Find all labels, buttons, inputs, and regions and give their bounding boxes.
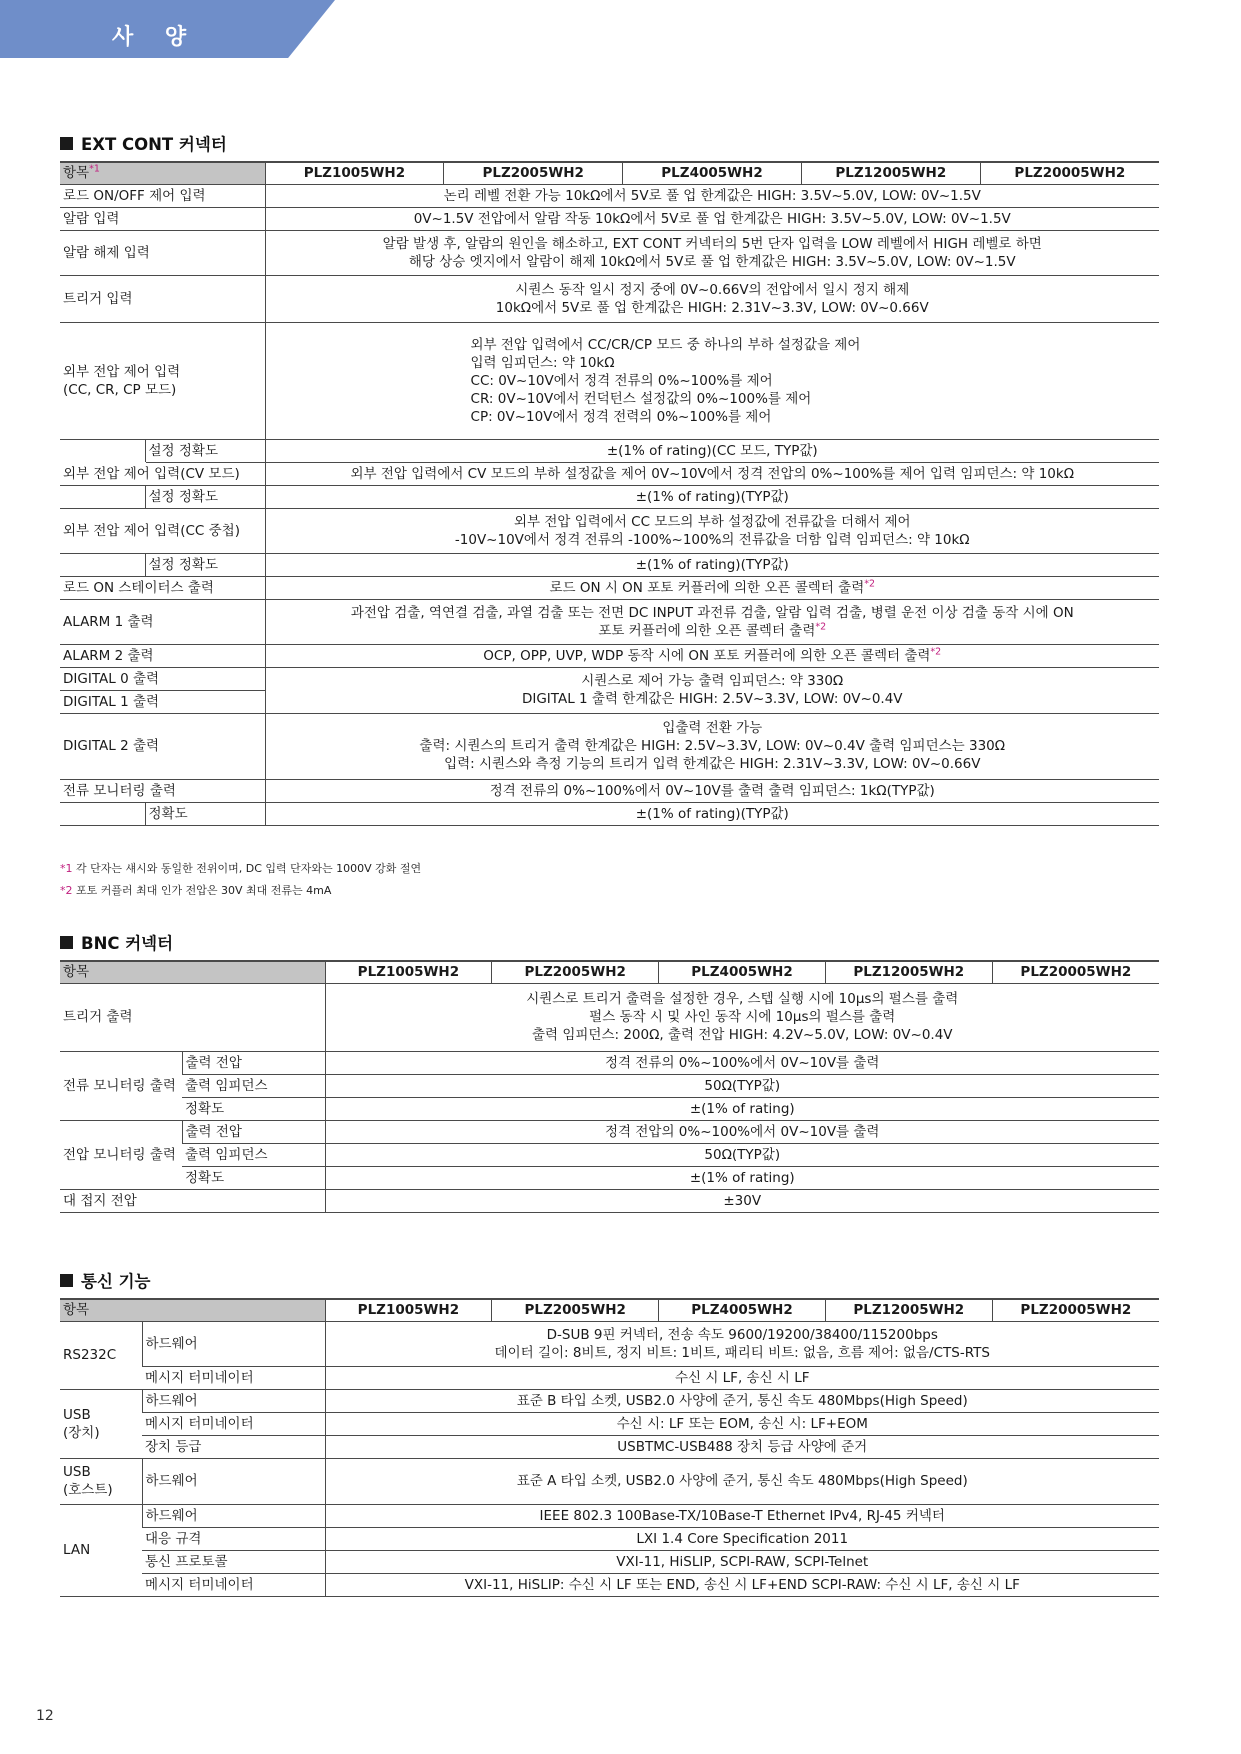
row-sublabel: 설정 정확도 [145, 485, 265, 508]
table-row [60, 1051, 1159, 1074]
row-sublabel: 메시지 터미네이터 [142, 1573, 325, 1596]
row-value: VXI-11, HiSLIP: 수신 시 LF 또는 END, 송신 시 LF+END SCPI-RAW: 수신 시 LF, 송신 시 LF [325, 1573, 1159, 1596]
row-sublabel: 출력 임피던스 [182, 1143, 325, 1166]
row-sublabel: 하드웨어 [142, 1389, 325, 1412]
table-row [60, 553, 1159, 576]
ext-cont-table [60, 161, 1159, 826]
section-tab-title: 사 양 [112, 25, 199, 50]
table-row [60, 1120, 1159, 1143]
bnc-table [60, 960, 1159, 1213]
row-sublabel: 출력 전압 [182, 1051, 325, 1074]
table-row [60, 508, 1159, 553]
model-header: PLZ4005WH2 [623, 162, 802, 184]
row-label: DIGITAL 2 출력 [60, 713, 265, 779]
row-sublabel: 출력 전압 [182, 1120, 325, 1143]
row-label-empty [60, 802, 145, 825]
table-row [60, 1189, 1159, 1212]
row-label: ALARM 1 출력 [60, 599, 265, 644]
table-row [60, 1074, 1159, 1097]
item-header: 항목 [60, 961, 325, 983]
row-label: DIGITAL 0 출력 [60, 667, 265, 690]
row-value: ±(1% of rating)(TYP값) [265, 485, 1159, 508]
footnotes [60, 858, 421, 902]
square-bullet-icon [60, 1274, 73, 1287]
row-value: ±30V [325, 1189, 1159, 1212]
footnote: *1 각 단자는 섀시와 동일한 전위이며, DC 입력 단자와는 1000V 강화 절연 [60, 862, 422, 875]
row-value: USBTMC-USB488 장치 등급 사양에 준거 [325, 1435, 1159, 1458]
model-header: PLZ12005WH2 [801, 162, 980, 184]
table-row [60, 667, 1159, 690]
row-label: 전압 모니터링 출력 [60, 1120, 182, 1189]
square-bullet-icon [60, 137, 73, 150]
row-value: 입출력 전환 가능 출력: 시퀀스의 트리거 출력 한계값은 HIGH: 2.5V~3.3V, LOW: 0V~0.4V 출력 임피던스는 330Ω 입력: 시퀀스와 측정 기능의 트리거 입력 한계값은 HIGH: 2.31V~3.3V, LOW: 0V~0.66V [265, 713, 1159, 779]
model-header: PLZ2005WH2 [444, 162, 623, 184]
row-sublabel: 하드웨어 [142, 1458, 325, 1504]
row-value: ±(1% of rating)(TYP값) [265, 553, 1159, 576]
model-header: PLZ12005WH2 [825, 1299, 992, 1321]
table-header-row [60, 162, 1159, 184]
table-row [60, 322, 1159, 439]
table-row [60, 1321, 1159, 1366]
table-row [60, 1412, 1159, 1435]
row-sublabel: 정확도 [182, 1166, 325, 1189]
row-value: D-SUB 9핀 커넥터, 전송 속도 9600/19200/38400/115200bps 데이터 길이: 8비트, 정지 비트: 1비트, 패리티 비트: 없음, 흐름 제어: 없음/CTS-RTS [325, 1321, 1159, 1366]
table-row [60, 230, 1159, 275]
row-value: OCP, OPP, UVP, WDP 동작 시에 ON 포토 커플러에 의한 오픈 콜렉터 출력$^{*2}$ [265, 644, 1159, 667]
comm-section [60, 1268, 1159, 1597]
row-value: ±(1% of rating)(TYP값) [265, 802, 1159, 825]
row-value: ±(1% of rating) [325, 1097, 1159, 1120]
table-row [60, 275, 1159, 322]
table-row [60, 1097, 1159, 1120]
row-sublabel: 장치 등급 [142, 1435, 325, 1458]
table-row [60, 1504, 1159, 1527]
row-value: IEEE 802.3 100Base-TX/10Base-T Ethernet IPv4, RJ-45 커넥터 [325, 1504, 1159, 1527]
model-header: PLZ1005WH2 [325, 961, 492, 983]
model-header: PLZ20005WH2 [992, 1299, 1159, 1321]
square-bullet-icon [60, 936, 73, 949]
row-label: USB (장치) [60, 1389, 142, 1458]
row-value: 정격 전류의 0%~100%에서 0V~10V를 출력 [325, 1051, 1159, 1074]
table-row [60, 644, 1159, 667]
row-label: DIGITAL 1 출력 [60, 690, 265, 713]
table-row [60, 1143, 1159, 1166]
row-label: 로드 ON 스테이터스 출력 [60, 576, 265, 599]
row-label: 전류 모니터링 출력 [60, 779, 265, 802]
row-label: LAN [60, 1504, 142, 1596]
row-value: LXI 1.4 Core Specification 2011 [325, 1527, 1159, 1550]
row-label: 외부 전압 제어 입력(CV 모드) [60, 462, 265, 485]
row-label: 트리거 입력 [60, 275, 265, 322]
table-header-row [60, 1299, 1159, 1321]
row-sublabel: 대응 규격 [142, 1527, 325, 1550]
row-label-empty [60, 485, 145, 508]
table-row [60, 802, 1159, 825]
bnc-title: BNC 커넥터 [81, 934, 174, 953]
row-label-empty [60, 439, 145, 462]
model-header: PLZ20005WH2 [992, 961, 1159, 983]
row-label: 전류 모니터링 출력 [60, 1051, 182, 1120]
comm-table [60, 1298, 1159, 1597]
model-header: PLZ4005WH2 [659, 961, 826, 983]
row-sublabel: 설정 정확도 [145, 439, 265, 462]
row-value: 0V~1.5V 전압에서 알람 작동 10kΩ에서 5V로 풀 업 한계값은 HIGH: 3.5V~5.0V, LOW: 0V~1.5V [265, 207, 1159, 230]
row-value: 정격 전류의 0%~100%에서 0V~10V를 출력 출력 임피던스: 1kΩ(TYP값) [265, 779, 1159, 802]
row-value: 외부 전압 입력에서 CC/CR/CP 모드 중 하나의 부하 설정값을 제어 입력 임피던스: 약 10kΩ CC: 0V~10V에서 정격 전류의 0%~100%를 제어 CR: 0V~10V에서 컨덕턴스 설정값의 0%~100%를 제어 CP: 0V~10V에서 정격 전력의 0%~100%를 제어 [265, 322, 1159, 439]
row-sublabel: 출력 임피던스 [182, 1074, 325, 1097]
table-row [60, 1435, 1159, 1458]
row-label-empty [60, 553, 145, 576]
model-header: PLZ20005WH2 [980, 162, 1159, 184]
table-row [60, 576, 1159, 599]
table-row [60, 983, 1159, 1051]
row-value: 로드 ON 시 ON 포토 커플러에 의한 오픈 콜렉터 출력$^{*2}$ [265, 576, 1159, 599]
row-sublabel: 정확도 [145, 802, 265, 825]
table-row [60, 1366, 1159, 1389]
row-label: 외부 전압 제어 입력 (CC, CR, CP 모드) [60, 322, 265, 439]
row-value: 50Ω(TYP값) [325, 1143, 1159, 1166]
row-label: 알람 입력 [60, 207, 265, 230]
table-row [60, 439, 1159, 462]
row-value: 수신 시 LF, 송신 시 LF [325, 1366, 1159, 1389]
row-value: 외부 전압 입력에서 CC 모드의 부하 설정값에 전류값을 더해서 제어 -10V~10V에서 정격 전류의 -100%~100%의 전류값을 더함 입력 임피던스: 약 10kΩ [265, 508, 1159, 553]
row-value: 50Ω(TYP값) [325, 1074, 1159, 1097]
model-header: PLZ2005WH2 [492, 1299, 659, 1321]
row-label: ALARM 2 출력 [60, 644, 265, 667]
row-value: 외부 전압 입력에서 CV 모드의 부하 설정값을 제어 0V~10V에서 정격 전압의 0%~100%를 제어 입력 임피던스: 약 10kΩ [265, 462, 1159, 485]
row-value: 정격 전압의 0%~100%에서 0V~10V를 출력 [325, 1120, 1159, 1143]
row-label: 트리거 출력 [60, 983, 325, 1051]
row-value: 과전압 검출, 역연결 검출, 과열 검출 또는 전면 DC INPUT 과전류 검출, 알람 입력 검출, 병렬 운전 이상 검출 동작 시에 ON 포토 커플러에 의한 오픈 콜렉터 출력$^{*2}$ [265, 599, 1159, 644]
row-sublabel: 정확도 [182, 1097, 325, 1120]
row-sublabel: 메시지 터미네이터 [142, 1366, 325, 1389]
row-value: ±(1% of rating)(CC 모드, TYP값) [265, 439, 1159, 462]
row-value: 시퀀스로 트리거 출력을 설정한 경우, 스텝 실행 시에 10μs의 펄스를 출력 펄스 동작 시 및 사인 동작 시에 10μs의 펄스를 출력 출력 임피던스: 200Ω, 출력 전압 HIGH: 4.2V~5.0V, LOW: 0V~0.4V [325, 983, 1159, 1051]
model-header: PLZ2005WH2 [492, 961, 659, 983]
bnc-heading [60, 930, 1159, 954]
row-label: 알람 해제 입력 [60, 230, 265, 275]
table-row [60, 207, 1159, 230]
comm-heading [60, 1268, 1159, 1292]
row-sublabel: 설정 정확도 [145, 553, 265, 576]
table-row [60, 485, 1159, 508]
table-row [60, 1166, 1159, 1189]
table-row [60, 713, 1159, 779]
table-header-row [60, 961, 1159, 983]
table-row [60, 184, 1159, 207]
row-sublabel: 메시지 터미네이터 [142, 1412, 325, 1435]
footnote: *2 포토 커플러 최대 인가 전압은 30V 최대 전류는 4mA [60, 884, 332, 897]
row-value: VXI-11, HiSLIP, SCPI-RAW, SCPI-Telnet [325, 1550, 1159, 1573]
table-row [60, 599, 1159, 644]
row-value: 시퀀스로 제어 가능 출력 임피던스: 약 330Ω DIGITAL 1 출력 한계값은 HIGH: 2.5V~3.3V, LOW: 0V~0.4V [265, 667, 1159, 713]
row-sublabel: 하드웨어 [142, 1321, 325, 1366]
row-value: 알람 발생 후, 알람의 원인을 해소하고, EXT CONT 커넥터의 5번 단자 입력을 LOW 레벨에서 HIGH 레벨로 하면 해당 상승 엣지에서 알람이 해제 10kΩ에서 5V로 풀 업 한계값은 HIGH: 3.5V~5.0V, LOW: 0V~1.5V [265, 230, 1159, 275]
row-label: 로드 ON/OFF 제어 입력 [60, 184, 265, 207]
comm-title: 통신 기능 [81, 1272, 151, 1291]
row-value: 논리 레벨 전환 가능 10kΩ에서 5V로 풀 업 한계값은 HIGH: 3.5V~5.0V, LOW: 0V~1.5V [265, 184, 1159, 207]
row-label: RS232C [60, 1321, 142, 1389]
table-row [60, 1389, 1159, 1412]
item-header: 항목$^{*1}$ [60, 162, 265, 184]
model-header: PLZ1005WH2 [265, 162, 444, 184]
table-row [60, 1550, 1159, 1573]
table-row [60, 1573, 1159, 1596]
item-header: 항목 [60, 1299, 325, 1321]
ext-cont-title: EXT CONT 커넥터 [81, 135, 227, 154]
row-value: 표준 B 타입 소켓, USB2.0 사양에 준거, 통신 속도 480Mbps(High Speed) [325, 1389, 1159, 1412]
table-row [60, 779, 1159, 802]
bnc-section [60, 930, 1159, 1213]
row-label: 대 접지 전압 [60, 1189, 325, 1212]
ext-cont-section [60, 131, 1159, 826]
row-value: 시퀀스 동작 일시 정지 중에 0V~0.66V의 전압에서 일시 정지 해제 10kΩ에서 5V로 풀 업 한계값은 HIGH: 2.31V~3.3V, LOW: 0V~0.66V [265, 275, 1159, 322]
row-label: 외부 전압 제어 입력(CC 중첩) [60, 508, 265, 553]
table-row [60, 1527, 1159, 1550]
model-header: PLZ4005WH2 [659, 1299, 826, 1321]
row-sublabel: 하드웨어 [142, 1504, 325, 1527]
table-row [60, 1458, 1159, 1504]
row-value: ±(1% of rating) [325, 1166, 1159, 1189]
row-value: 수신 시: LF 또는 EOM, 송신 시: LF+EOM [325, 1412, 1159, 1435]
model-header: PLZ1005WH2 [325, 1299, 492, 1321]
ext-cont-heading [60, 131, 1159, 155]
row-label: USB (호스트) [60, 1458, 142, 1504]
page-number: 12 [36, 1708, 54, 1724]
model-header: PLZ12005WH2 [825, 961, 992, 983]
row-sublabel: 통신 프로토콜 [142, 1550, 325, 1573]
row-value: 표준 A 타입 소켓, USB2.0 사양에 준거, 통신 속도 480Mbps(High Speed) [325, 1458, 1159, 1504]
table-row [60, 462, 1159, 485]
